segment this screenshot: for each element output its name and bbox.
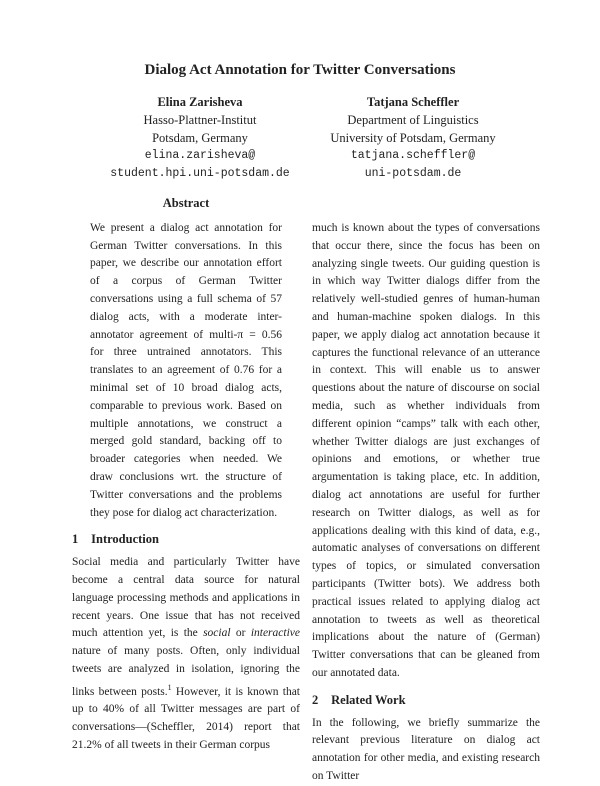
author-affiliation: Hasso-Plattner-Institut: [143, 113, 257, 127]
abstract-heading: Abstract: [162, 196, 210, 210]
author-name: Tatjana Scheffler: [366, 95, 460, 109]
intro-text: nature of many posts. Often, only individual tweets are analyzed in isolation, ignoring the links between posts.: [72, 645, 300, 698]
author-name: Elina Zarisheva: [157, 95, 243, 109]
section-heading-related-work: [312, 692, 540, 710]
section-title: Introduction: [91, 532, 159, 547]
author-block-2: [283, 93, 543, 183]
intro-text: or: [230, 627, 251, 640]
section-heading-introduction: [72, 531, 300, 549]
intro-text: However, it is known that up to 40% of all Twitter messages are part of conversations—(Scheffler, 2014) report that 21.2% of all tweets in their German corpus: [72, 685, 300, 751]
footnote-marker[interactable]: 1: [167, 682, 172, 692]
introduction-paragraph: [72, 554, 300, 755]
related-work-paragraph: In the following, we briefly summarize the relevant previous literature on dialog act annotation for other media, and existing research on Twitter: [312, 716, 540, 782]
right-column: [312, 220, 540, 786]
intro-emphasis: interactive: [250, 627, 300, 640]
author-location: University of Potsdam, Germany: [330, 131, 496, 145]
author-location: Potsdam, Germany: [152, 131, 248, 145]
author-email-line2: student.hpi.uni-potsdam.de: [110, 167, 290, 180]
author-affiliation: Department of Linguistics: [347, 113, 479, 127]
paper-title: Dialog Act Annotation for Twitter Conversations: [144, 62, 456, 78]
author-email-line1: tatjana.scheffler@: [350, 149, 476, 162]
introduction-paragraph-continued: much is known about the types of conversations that occur there, since the focus has been on analyzing single tweets. Our guiding question is in which way Twitter dialogs differ from the relatively well-studied genres of human-human and human-machine spoken dialogs. In this paper, we apply dialog act annotation because it captures the functional relevance of an utterance in context. This will enable us to answer questions about the nature of discourse on social media, such as whether individuals from different opinion “camps” talk with each other, whether Twitter dialogs are just exchanges of opinions and emotions, or whether true argumentation is taking place, etc. In addition, dialog act annotations are useful for further research on Twitter dialogs, as well as for applications dealing with this kind of data, e.g., automatic analyses of conversations on different types of topics, or simulated conversation participants (Twitter bots). We address both practical issues related to applying dialog act annotation to tweets as well as theoretical implications about the nature of (German) Twitter conversations that can be gleaned from our annotated data.: [312, 222, 540, 679]
author-email-line2: uni-potsdam.de: [364, 167, 462, 180]
section-number: 2: [312, 692, 319, 707]
left-column: [72, 195, 300, 755]
intro-emphasis: social: [203, 627, 231, 640]
section-title: Related Work: [331, 692, 406, 707]
intro-text: Social media and particularly Twitter have become a central data source for natural language processing methods and applications in recent years. One issue that has not received much attention yet, is the: [72, 556, 300, 640]
abstract-text: We present a dialog act annotation for German Twitter conversations. In this paper, we describe our annotation effort of a corpus of German Twitter conversations using a full schema of 57 dialog acts, with a moderate inter-annotator agreement of multi-π = 0.56 for three untrained annotators. This translates to an agreement of 0.76 for a minimal set of 10 broad dialog acts, comparable to previous work. Based on multiple annotations, we construct a merged gold standard, backing off to broader categories when needed. We draw conclusions wrt. the structure of Twitter conversations and the problems they pose for dialog act characterization.: [90, 221, 282, 519]
author-email-line1: elina.zarisheva@: [144, 149, 256, 162]
section-number: 1: [72, 532, 79, 547]
